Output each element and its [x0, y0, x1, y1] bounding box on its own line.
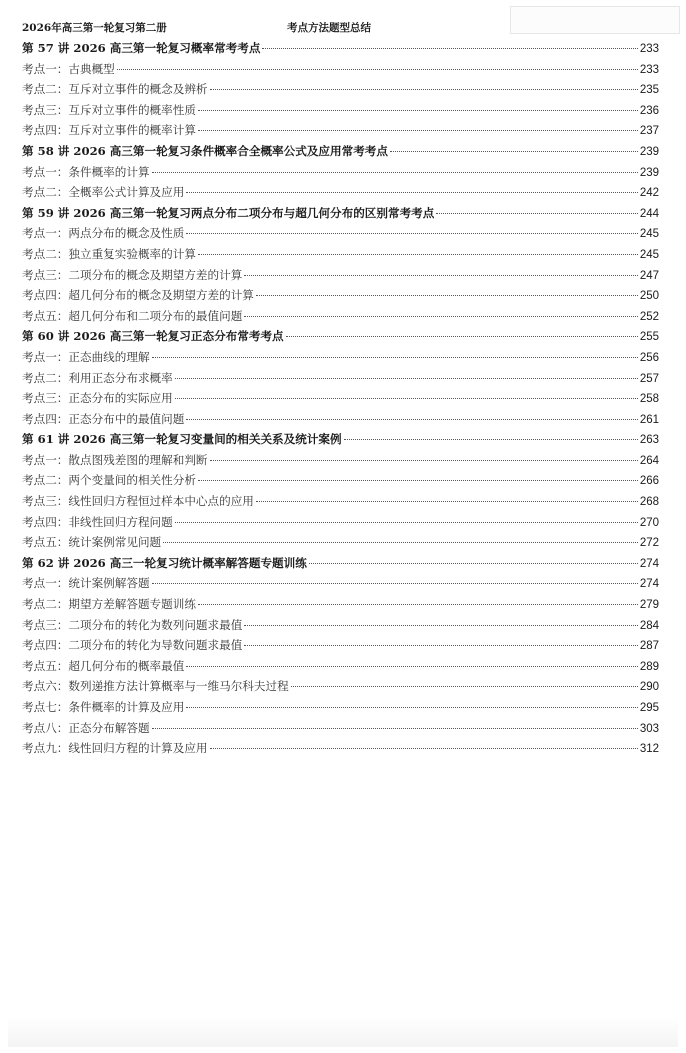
dot-leader — [210, 89, 638, 90]
toc-entry-label: 考点四：非线性回归方程问题 — [22, 514, 173, 529]
toc-section-entry[interactable] — [22, 287, 659, 308]
toc-entry-label: 考点六：数列递推方法计算概率与一维马尔科夫过程 — [22, 679, 289, 694]
dot-leader — [244, 316, 638, 317]
toc-page-number: 255 — [639, 331, 659, 344]
dot-leader — [198, 254, 638, 255]
toc-section-entry[interactable] — [22, 246, 659, 267]
toc-page-number: 237 — [639, 125, 659, 138]
toc-entry-label: 考点五：超几何分布和二项分布的最值问题 — [22, 308, 243, 323]
toc-section-entry[interactable] — [22, 658, 659, 679]
toc-entry-label: 考点一：统计案例解答题 — [22, 576, 150, 591]
toc-page-number: 247 — [639, 269, 659, 282]
toc-entry-label: 第 58 讲 2026 高三第一轮复习条件概率合全概率公式及应用常考考点 — [22, 143, 388, 158]
toc-entry-label: 考点三：互斥对立事件的概率性质 — [22, 102, 196, 117]
toc-section-entry[interactable] — [22, 184, 659, 205]
toc-section-entry[interactable] — [22, 514, 659, 535]
toc-page-number: 239 — [639, 145, 659, 158]
toc-chapter-entry[interactable] — [22, 205, 659, 226]
toc-section-entry[interactable] — [22, 349, 659, 370]
dot-leader — [291, 686, 638, 687]
toc-section-entry[interactable] — [22, 617, 659, 638]
toc-page-number: 266 — [639, 475, 659, 488]
toc-entry-label: 考点七：条件概率的计算及应用 — [22, 700, 185, 714]
toc-page-number: 274 — [639, 557, 659, 570]
dot-leader — [175, 522, 638, 523]
dot-leader — [210, 460, 638, 461]
toc-entry-label: 考点二：两个变量间的相关性分析 — [22, 473, 196, 488]
toc-page-number: 245 — [639, 228, 659, 241]
toc-entry-label: 考点四：互斥对立事件的概率计算 — [22, 123, 196, 138]
dot-leader — [152, 728, 638, 729]
toc-page-number: 289 — [639, 660, 659, 673]
toc-page-number: 236 — [639, 104, 659, 117]
toc-page-number: 295 — [639, 702, 659, 714]
toc-page-number: 264 — [639, 454, 659, 467]
toc-entry-label: 第 59 讲 2026 高三第一轮复习两点分布二项分布与超几何分布的区别常考考点 — [22, 205, 435, 220]
dot-leader — [198, 130, 638, 131]
toc-entry-label: 考点四：超几何分布的概念及期望方差的计算 — [22, 288, 254, 303]
toc-section-entry[interactable] — [22, 493, 659, 514]
dot-leader — [262, 48, 637, 49]
toc-section-entry[interactable] — [22, 102, 659, 123]
toc-section-entry[interactable] — [22, 225, 659, 246]
toc-entry-label: 考点五：超几何分布的概率最值 — [22, 658, 185, 673]
toc-section-entry[interactable] — [22, 575, 659, 596]
toc-page-number: 256 — [639, 351, 659, 364]
toc-entry-label: 考点九：线性回归方程的计算及应用 — [22, 741, 208, 756]
dot-leader — [244, 625, 638, 626]
toc-entry-label: 考点二：独立重复实验概率的计算 — [22, 246, 196, 261]
toc-entry-label: 考点二：利用正态分布求概率 — [22, 370, 173, 385]
toc-page-number: 290 — [639, 681, 659, 694]
toc-page-number: 287 — [639, 640, 659, 653]
dot-leader — [163, 542, 638, 543]
toc-entry-label: 考点一：两点分布的概念及性质 — [22, 226, 185, 241]
dot-leader — [152, 583, 638, 584]
toc-page-number: 261 — [639, 413, 659, 426]
toc-page-number: 274 — [639, 578, 659, 591]
toc-page-number: 233 — [639, 63, 659, 76]
dot-leader — [175, 378, 638, 379]
toc-section-entry[interactable] — [22, 534, 659, 555]
toc-entry-label: 考点四：正态分布中的最值问题 — [22, 411, 185, 426]
toc-entry-label: 考点二：全概率公式计算及应用 — [22, 185, 185, 200]
dot-leader — [286, 336, 638, 337]
toc-section-entry[interactable] — [22, 699, 659, 720]
dot-leader — [152, 357, 638, 358]
toc-chapter-entry[interactable] — [22, 555, 659, 576]
toc-page-number: 258 — [639, 393, 659, 406]
toc-page-number: 272 — [639, 537, 659, 550]
dot-leader — [344, 439, 638, 440]
dot-leader — [309, 563, 638, 564]
dot-leader — [198, 604, 638, 605]
toc-entry-label: 考点五：统计案例常见问题 — [22, 535, 162, 550]
toc-section-entry[interactable] — [22, 164, 659, 185]
dot-leader — [186, 419, 637, 420]
dot-leader — [186, 707, 637, 708]
toc-entry-label: 考点三：线性回归方程恒过样本中心点的应用 — [22, 494, 254, 509]
toc-chapter-entry[interactable] — [22, 328, 659, 349]
toc-section-entry[interactable] — [22, 637, 659, 658]
dot-leader — [186, 192, 637, 193]
toc-page-number: 312 — [639, 743, 659, 756]
toc-entry-label: 考点三：二项分布的概念及期望方差的计算 — [22, 267, 243, 282]
dot-leader — [152, 172, 638, 173]
scan-smudge — [8, 1017, 678, 1047]
toc-page-number: 245 — [639, 248, 659, 261]
toc-page-number: 242 — [639, 187, 659, 200]
toc-page-number: 235 — [639, 84, 659, 97]
toc-section-entry[interactable] — [22, 61, 659, 82]
toc-entry-label: 考点二：互斥对立事件的概念及辨析 — [22, 82, 208, 97]
toc-entry-label: 考点一：正态曲线的理解 — [22, 349, 150, 364]
toc-section-entry[interactable] — [22, 411, 659, 432]
toc-section-entry[interactable] — [22, 267, 659, 288]
toc-entry-label: 考点三：二项分布的转化为数列问题求最值 — [22, 617, 243, 632]
toc-section-entry[interactable] — [22, 452, 659, 473]
toc-entry-label: 考点二：期望方差解答题专题训练 — [22, 597, 196, 612]
dot-leader — [198, 480, 638, 481]
toc-section-entry[interactable] — [22, 720, 659, 741]
toc-entry-label: 第 57 讲 2026 高三第一轮复习概率常考考点 — [22, 41, 261, 55]
toc-entry-label: 第 60 讲 2026 高三第一轮复习正态分布常考考点 — [22, 329, 284, 344]
dot-leader — [186, 666, 637, 667]
toc-entry-label: 考点一：条件概率的计算 — [22, 164, 150, 179]
dot-leader — [244, 645, 638, 646]
dot-leader — [198, 110, 638, 111]
dot-leader — [117, 69, 638, 70]
toc-page-number: 284 — [639, 619, 659, 632]
toc-chapter-entry[interactable] — [22, 143, 659, 164]
toc-page-number: 252 — [639, 310, 659, 323]
toc-page-number: 257 — [639, 372, 659, 385]
toc-section-entry[interactable] — [22, 678, 659, 699]
dot-leader — [390, 151, 638, 152]
toc-section-entry[interactable] — [22, 308, 659, 329]
dot-leader — [256, 501, 638, 502]
toc-section-entry[interactable] — [22, 81, 659, 102]
toc-chapter-entry[interactable] — [22, 431, 659, 452]
toc-page-number: 263 — [639, 434, 659, 447]
toc-entry-label: 考点四：二项分布的转化为导数问题求最值 — [22, 638, 243, 653]
toc-entry-label: 第 61 讲 2026 高三第一轮复习变量间的相关关系及统计案例 — [22, 432, 342, 447]
book-title: 2026年高三第一轮复习第二册 — [22, 22, 167, 34]
dot-leader — [175, 398, 638, 399]
toc-section-entry[interactable] — [22, 370, 659, 391]
toc-entry-label: 第 62 讲 2026 高三一轮复习统计概率解答题专题训练 — [22, 555, 307, 570]
toc-page-number: 233 — [639, 43, 659, 55]
toc-page-number: 268 — [639, 496, 659, 509]
toc-page-number: 279 — [639, 599, 659, 612]
toc-page-number: 270 — [639, 516, 659, 529]
dot-leader — [210, 748, 638, 749]
toc-entry-label: 考点一：古典概型 — [22, 61, 115, 76]
toc-page-number: 250 — [639, 290, 659, 303]
dot-leader — [244, 275, 638, 276]
toc-entry-label: 考点一：散点图残差图的理解和判断 — [22, 452, 208, 467]
toc-page-number: 303 — [639, 722, 659, 735]
toc-section-entry[interactable] — [22, 596, 659, 617]
dot-leader — [436, 213, 637, 214]
toc-entry-label: 考点八：正态分布解答题 — [22, 720, 150, 735]
header-blank-box — [510, 6, 680, 34]
table-of-contents — [22, 40, 659, 761]
section-title: 考点方法题型总结 — [287, 22, 371, 34]
dot-leader — [256, 295, 638, 296]
toc-page-number: 244 — [639, 207, 659, 220]
toc-section-entry[interactable] — [22, 122, 659, 143]
dot-leader — [186, 233, 637, 234]
toc-entry-label: 考点三：正态分布的实际应用 — [22, 391, 173, 406]
toc-page-number: 239 — [639, 166, 659, 179]
toc-section-entry[interactable] — [22, 472, 659, 493]
toc-chapter-entry[interactable] — [22, 40, 659, 61]
toc-section-entry[interactable] — [22, 390, 659, 411]
toc-section-entry[interactable] — [22, 740, 659, 761]
